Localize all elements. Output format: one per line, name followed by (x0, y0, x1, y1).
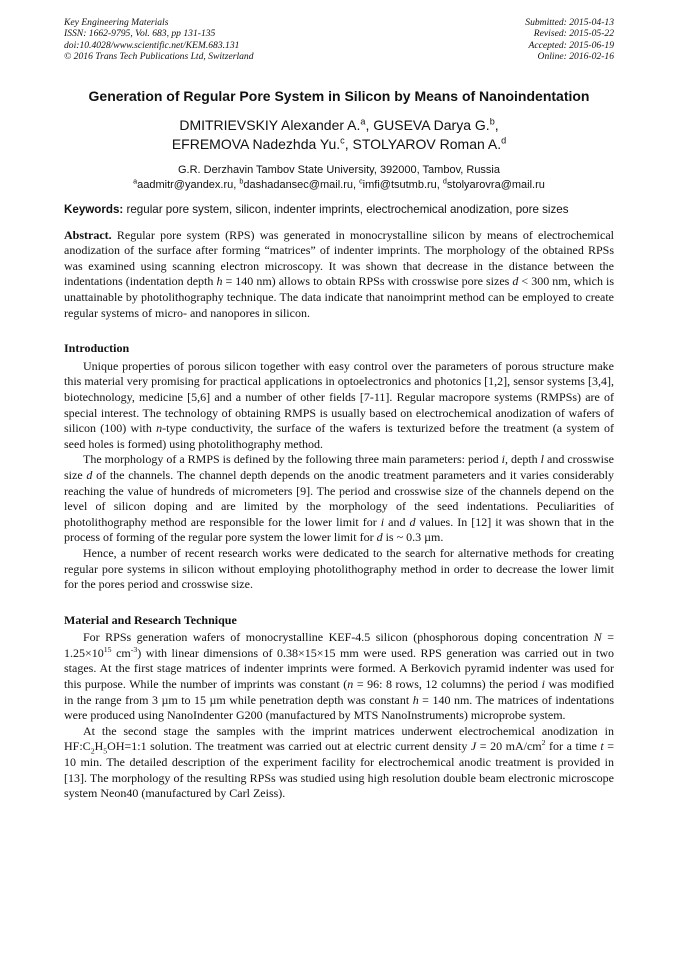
date-submitted: Submitted: 2015-04-13 (525, 17, 614, 28)
date-accepted: Accepted: 2015-06-19 (528, 39, 614, 51)
author-superscript: a (360, 115, 366, 126)
paragraph: At the second stage the samples with the imprint matrices underwent electrochemical anodization in $HF:C_2H_5OH=1:1$ solution. The treatment was carried out at electric current density J = 20 $mA/cm^2$ for a time t = 10 min. The detailed description of the experiment facility for electrochemical anodic treatment is provided in [13]. The morphology of the resulting RPSs was studied using high resolution double beam electronic microscope system Neon40 (manufactured by Carl Zeiss). (64, 723, 614, 801)
section-heading-methods: Material and Research Technique (64, 612, 237, 627)
abstract: Abstract. Regular pore system (RPS) was generated in monocrystalline silicon by means of electrochemical anodization of the surface after forming “matrices” of indenter imprints. The morphology of the obtained RPSs was examined using scanning electron microscopy. It was shown that decrease in the distance between the indentations (indentation depth h = 140 nm) allows to obtain RPSs with crosswise pore sizes d < 300 nm, which is unattainable by photolithography technique. The data indicate that nanoimprint method can be employed to create regular systems of micro- and nanopores in silicon. (64, 227, 614, 320)
date-revised: Revised: 2015-05-22 (533, 28, 614, 40)
abstract-label: Abstract. (64, 227, 112, 242)
paragraph: For RPSs generation wafers of monocrystalline KEF-4.5 silicon (phosphorous doping concentration $N = 1.25\times 10^{15}$ $cm^{-3}$) with linear dimensions of 0.38×15×15 mm were used. RPS generation was carried out in two stages. At the first stage matrices of indenter imprints were formed. A Berkovich pyramid indenter was used for this purpose. While the number of imprints was constant (n = 96: 8 rows, 12 columns) the period i was modified in the range from 3 µm to 15 µm while penetration depth was constant h = 140 nm. The matrices of indentations were produced using NanoIndenter G200 (manufactured by MTS NanoInstruments) microprobe system. (64, 630, 614, 723)
author-name: EFREMOVA Nadezhda Yu. (171, 136, 341, 153)
journal-doi: doi:10.4028/www.scientific.net/KEM.683.131 (64, 39, 240, 51)
affiliation-institution: G.R. Derzhavin Tambov State University, 392000, Tambov, Russia (178, 163, 500, 176)
author-superscript: b (489, 115, 495, 126)
paragraph: The morphology of a RMPS is defined by the following three main parameters: period i, depth l and crosswise size d of the channels. The channel depth depends on the anodic treatment parameters and it varies considerably reaching the value of hundreds of micrometers [9]. The period and crosswise size of the channels depend on the level of silicon doping and are limited by the morphology of the seed indentations. Peculiarities of photolithography method are responsible for the lower limit for i and d values. In [12] it was shown that in the process of forming of the regular pore system the lower limit for d is ~ 0.3 µm. (64, 452, 615, 545)
author-name: DMITRIEVSKIY Alexander A. (179, 116, 361, 133)
author-superscript: c (340, 135, 345, 146)
journal-header (64, 0, 614, 63)
journal-name: Key Engineering Materials (64, 17, 169, 28)
author-emails: $^a$aadmitr@yandex.ru, $^b$dashadansec@mail.ru, $^c$imfi@tsutmb.ru, $^d$stolyarovra@mail.ru (133, 176, 545, 191)
author-superscript: d (501, 135, 507, 146)
author-list: DMITRIEVSKIY Alexander A.$^a$, GUSEVA Darya G.$^b$, EFREMOVA Nadezhda Yu.$^c$, STOLYAROV Roman A.$^d$ (171, 115, 507, 153)
paragraph: Hence, a number of recent research works were dedicated to the search for alternative methods for creating regular pore systems in silicon without employing photolithography method in order to decrease the lower limit for the pores period and crosswise size. (64, 545, 614, 592)
journal-copyright: © 2016 Trans Tech Publications Ltd, Switzerland (64, 51, 254, 63)
paragraph: Unique properties of porous silicon together with easy control over the parameters of porous structure make this material very promising for practical applications in optoelectronics and photonics [1,2], sensor systems [3,4], biotechnology, medicine [5,6] and a number of other fields [7-11]. Regular macropore systems (RMPSs) are of special interest. The technology of obtaining RMPS is usually based on electrochemical anodization of wafers of silicon (100) with n-type conductivity, the surface of the wafers is texturized before the treatment (a system of seed holes is formed) using photolithography method. (64, 358, 614, 451)
publication-dates (525, 17, 614, 63)
journal-issn: ISSN: 1662-9795, Vol. 683, pp 131-135 (64, 28, 216, 40)
keywords-label: Keywords: (64, 202, 124, 216)
email-link[interactable]: aadmitr@yandex.ru, (137, 178, 240, 191)
journal-info (64, 17, 254, 63)
keywords (64, 203, 614, 217)
email-link[interactable]: imfi@tsutmb.ru, (362, 178, 443, 191)
date-online: Online: 2016-02-16 (537, 51, 614, 63)
email-link[interactable]: stolyarovra@mail.ru (446, 178, 545, 191)
email-link[interactable]: dashadansec@mail.ru, (243, 178, 360, 191)
author-name: GUSEVA Darya G. (373, 116, 490, 133)
section-heading-introduction: Introduction (64, 341, 130, 356)
paper-title: Generation of Regular Pore System in Silicon by Means of Nanoindentation (88, 87, 590, 104)
author-name: STOLYAROV Roman A. (352, 136, 502, 153)
affiliation (64, 163, 614, 193)
keywords-text: regular pore system, silicon, indenter imprints, electrochemical anodization, pore sizes (123, 202, 569, 216)
